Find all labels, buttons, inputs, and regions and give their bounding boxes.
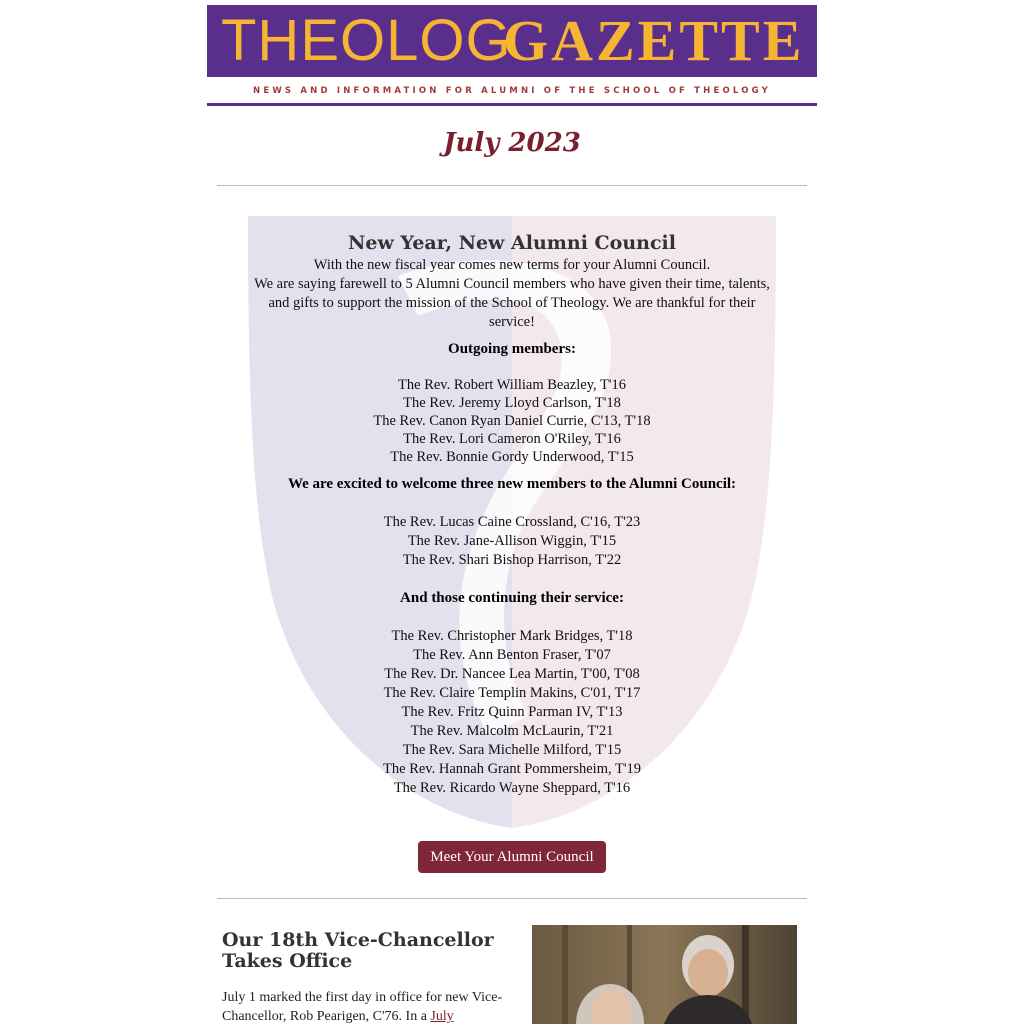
continuing-member: The Rev. Ann Benton Fraser, T'07	[413, 647, 611, 663]
intro-line: With the new fiscal year comes new terms for your Alumni Council.	[313, 257, 711, 273]
article-link[interactable]: July	[430, 1009, 454, 1024]
continuing-member: The Rev. Fritz Quinn Parman IV, T'13	[401, 704, 623, 720]
section-divider	[217, 185, 807, 186]
article-body	[222, 988, 512, 1026]
masthead-banner	[207, 5, 817, 77]
article-body-text: July 1 marked the first day in office for new Vice-Chancellor, Rob Pearigen, C'76. In a	[222, 990, 503, 1024]
new-member: The Rev. Jane-Allison Wiggin, T'15	[407, 533, 617, 549]
outgoing-member: The Rev. Lori Cameron O'Riley, T'16	[403, 431, 621, 447]
masthead-title-left: THEOLOG	[221, 8, 512, 73]
masthead-title-right: GAZETTE	[503, 8, 805, 73]
new-members-heading: We are excited to welcome three new members to the Alumni Council:	[287, 476, 737, 492]
continuing-member: The Rev. Christopher Mark Bridges, T'18	[391, 628, 633, 644]
vice-chancellor-photo	[532, 925, 797, 1024]
outgoing-member: The Rev. Bonnie Gordy Underwood, T'15	[390, 449, 634, 465]
issue-date: July 2023	[443, 128, 581, 158]
continuing-member: The Rev. Hannah Grant Pommersheim, T'19	[383, 761, 641, 777]
continuing-member: The Rev. Ricardo Wayne Sheppard, T'16	[393, 780, 631, 796]
outgoing-member: The Rev. Jeremy Lloyd Carlson, T'18	[403, 395, 621, 411]
continuing-member: The Rev. Claire Templin Makins, C'01, T'17	[383, 685, 641, 701]
meet-alumni-council-button[interactable]: Meet Your Alumni Council	[418, 841, 606, 873]
continuing-member: The Rev. Malcolm McLaurin, T'21	[410, 723, 614, 739]
masthead-divider	[207, 103, 817, 106]
continuing-heading: And those continuing their service:	[400, 590, 624, 606]
article-title: Our 18th Vice-Chancellor Takes Office	[222, 929, 494, 972]
section-divider	[217, 898, 807, 899]
section-heading: New Year, New Alumni Council	[348, 232, 676, 254]
outgoing-member: The Rev. Robert William Beazley, T'16	[398, 377, 626, 393]
masthead-tagline: NEWS AND INFORMATION FOR ALUMNI OF THE SCHOOL OF THEOLOGY	[253, 86, 771, 96]
new-member: The Rev. Shari Bishop Harrison, T'22	[402, 552, 622, 568]
outgoing-member: The Rev. Canon Ryan Daniel Currie, C'13, T'18	[373, 413, 651, 429]
outgoing-heading: Outgoing members:	[448, 341, 576, 357]
alumni-council-section	[248, 230, 776, 798]
continuing-member: The Rev. Dr. Nancee Lea Martin, T'00, T'08	[384, 666, 640, 682]
intro-paragraph: We are saying farewell to 5 Alumni Council members who have given their time, talents, and gifts to support the mission of the School of Theology. We are thankful for their service!	[254, 276, 770, 330]
continuing-member: The Rev. Sara Michelle Milford, T'15	[402, 742, 622, 758]
new-member: The Rev. Lucas Caine Crossland, C'16, T'23	[383, 514, 641, 530]
